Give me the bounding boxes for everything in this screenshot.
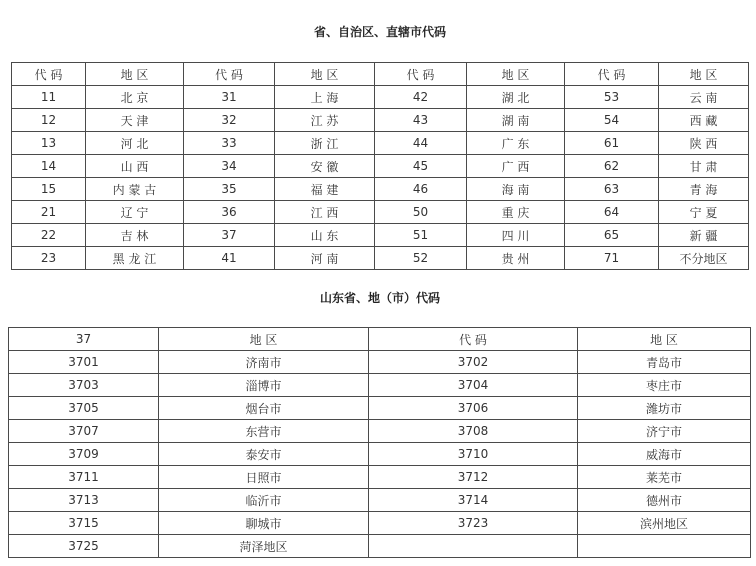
region-cell: 西 藏: [659, 109, 749, 132]
province-code-table: [11, 62, 749, 270]
code-cell: 35: [184, 178, 275, 201]
code-cell: 21: [12, 201, 86, 224]
code-cell: 61: [565, 132, 659, 155]
table-row: [9, 535, 751, 558]
code-cell: 3715: [9, 512, 159, 535]
region-cell: 吉 林: [86, 224, 184, 247]
code-cell: 37: [184, 224, 275, 247]
code-cell: 3713: [9, 489, 159, 512]
region-cell: 宁 夏: [659, 201, 749, 224]
code-cell: 3708: [369, 420, 578, 443]
region-cell: 新 疆: [659, 224, 749, 247]
region-cell: 福 建: [275, 178, 375, 201]
table-row: [9, 374, 751, 397]
code-cell: 3705: [9, 397, 159, 420]
table-row: [12, 132, 749, 155]
code-cell: 13: [12, 132, 86, 155]
table-row: [12, 109, 749, 132]
region-cell: 广 西: [467, 155, 565, 178]
code-cell: 44: [375, 132, 467, 155]
shandong-table-title: 山东省、地（市）代码: [319, 291, 440, 305]
header-cell: 地 区: [159, 328, 369, 351]
code-cell: 33: [184, 132, 275, 155]
code-cell: 12: [12, 109, 86, 132]
table-header-row: [9, 328, 751, 351]
table-row: [9, 420, 751, 443]
region-cell: 潍坊市: [578, 397, 751, 420]
code-cell: 62: [565, 155, 659, 178]
region-cell: 内 蒙 古: [86, 178, 184, 201]
table-row: [12, 201, 749, 224]
code-cell: 23: [12, 247, 86, 270]
code-cell: 34: [184, 155, 275, 178]
table-row: [9, 489, 751, 512]
region-cell: 湖 南: [467, 109, 565, 132]
code-cell: 46: [375, 178, 467, 201]
header-cell: 地 区: [275, 63, 375, 86]
region-cell: 济宁市: [578, 420, 751, 443]
region-cell: 河 南: [275, 247, 375, 270]
region-cell: 四 川: [467, 224, 565, 247]
region-cell: 青岛市: [578, 351, 751, 374]
table-row: [12, 86, 749, 109]
region-cell: 海 南: [467, 178, 565, 201]
code-cell: 51: [375, 224, 467, 247]
code-cell: 15: [12, 178, 86, 201]
code-cell: 52: [375, 247, 467, 270]
code-cell: 3706: [369, 397, 578, 420]
province-table-title: 省、自治区、直辖市代码: [313, 25, 446, 39]
header-cell: 37: [9, 328, 159, 351]
region-cell: 黑 龙 江: [86, 247, 184, 270]
header-cell: 代 码: [375, 63, 467, 86]
code-cell: 3714: [369, 489, 578, 512]
region-cell: 河 北: [86, 132, 184, 155]
code-cell: 3709: [9, 443, 159, 466]
region-cell: 日照市: [159, 466, 369, 489]
code-cell: 45: [375, 155, 467, 178]
table-row: [9, 397, 751, 420]
region-cell: 泰安市: [159, 443, 369, 466]
region-cell: 滨州地区: [578, 512, 751, 535]
region-cell: 烟台市: [159, 397, 369, 420]
table-header-row: [12, 63, 749, 86]
code-cell: 42: [375, 86, 467, 109]
table-row: [12, 247, 749, 270]
table-row: [9, 466, 751, 489]
header-cell: 地 区: [86, 63, 184, 86]
table-row: [9, 512, 751, 535]
shandong-city-code-table: [8, 327, 751, 558]
region-cell: 青 海: [659, 178, 749, 201]
header-cell: 代 码: [369, 328, 578, 351]
region-cell: 威海市: [578, 443, 751, 466]
header-cell: 代 码: [565, 63, 659, 86]
region-cell: 不分地区: [659, 247, 749, 270]
code-cell: 14: [12, 155, 86, 178]
region-cell: 甘 肃: [659, 155, 749, 178]
table-row: [9, 443, 751, 466]
region-cell: 菏泽地区: [159, 535, 369, 558]
region-cell: 浙 江: [275, 132, 375, 155]
region-cell: 北 京: [86, 86, 184, 109]
table-row: [9, 351, 751, 374]
code-cell: 11: [12, 86, 86, 109]
region-cell: 陕 西: [659, 132, 749, 155]
region-cell: 山 东: [275, 224, 375, 247]
code-cell: 53: [565, 86, 659, 109]
code-cell: 64: [565, 201, 659, 224]
header-cell: 地 区: [659, 63, 749, 86]
region-cell: 济南市: [159, 351, 369, 374]
region-cell: 天 津: [86, 109, 184, 132]
region-cell: 聊城市: [159, 512, 369, 535]
region-cell: 广 东: [467, 132, 565, 155]
code-cell: 63: [565, 178, 659, 201]
header-cell: 地 区: [467, 63, 565, 86]
region-cell: 安 徽: [275, 155, 375, 178]
code-cell: 3701: [9, 351, 159, 374]
code-cell: 65: [565, 224, 659, 247]
code-cell: 22: [12, 224, 86, 247]
region-cell: 重 庆: [467, 201, 565, 224]
code-cell: 3712: [369, 466, 578, 489]
region-cell: 山 西: [86, 155, 184, 178]
region-cell: 云 南: [659, 86, 749, 109]
region-cell: 枣庄市: [578, 374, 751, 397]
code-cell: [369, 535, 578, 558]
region-cell: 江 苏: [275, 109, 375, 132]
region-cell: 贵 州: [467, 247, 565, 270]
code-cell: 3703: [9, 374, 159, 397]
code-cell: 50: [375, 201, 467, 224]
code-cell: 36: [184, 201, 275, 224]
code-cell: 3711: [9, 466, 159, 489]
code-cell: 3723: [369, 512, 578, 535]
header-cell: 代 码: [12, 63, 86, 86]
code-cell: 71: [565, 247, 659, 270]
code-cell: 32: [184, 109, 275, 132]
region-cell: 德州市: [578, 489, 751, 512]
region-cell: [578, 535, 751, 558]
region-cell: 莱芜市: [578, 466, 751, 489]
code-cell: 43: [375, 109, 467, 132]
region-cell: 江 西: [275, 201, 375, 224]
region-cell: 上 海: [275, 86, 375, 109]
region-cell: 临沂市: [159, 489, 369, 512]
code-cell: 3710: [369, 443, 578, 466]
code-cell: 41: [184, 247, 275, 270]
code-cell: 3725: [9, 535, 159, 558]
header-cell: 地 区: [578, 328, 751, 351]
table-row: [12, 178, 749, 201]
code-cell: 54: [565, 109, 659, 132]
region-cell: 辽 宁: [86, 201, 184, 224]
code-cell: 3704: [369, 374, 578, 397]
code-cell: 31: [184, 86, 275, 109]
header-cell: 代 码: [184, 63, 275, 86]
code-cell: 3702: [369, 351, 578, 374]
region-cell: 湖 北: [467, 86, 565, 109]
region-cell: 淄博市: [159, 374, 369, 397]
table-row: [12, 224, 749, 247]
code-cell: 3707: [9, 420, 159, 443]
region-cell: 东营市: [159, 420, 369, 443]
table-row: [12, 155, 749, 178]
